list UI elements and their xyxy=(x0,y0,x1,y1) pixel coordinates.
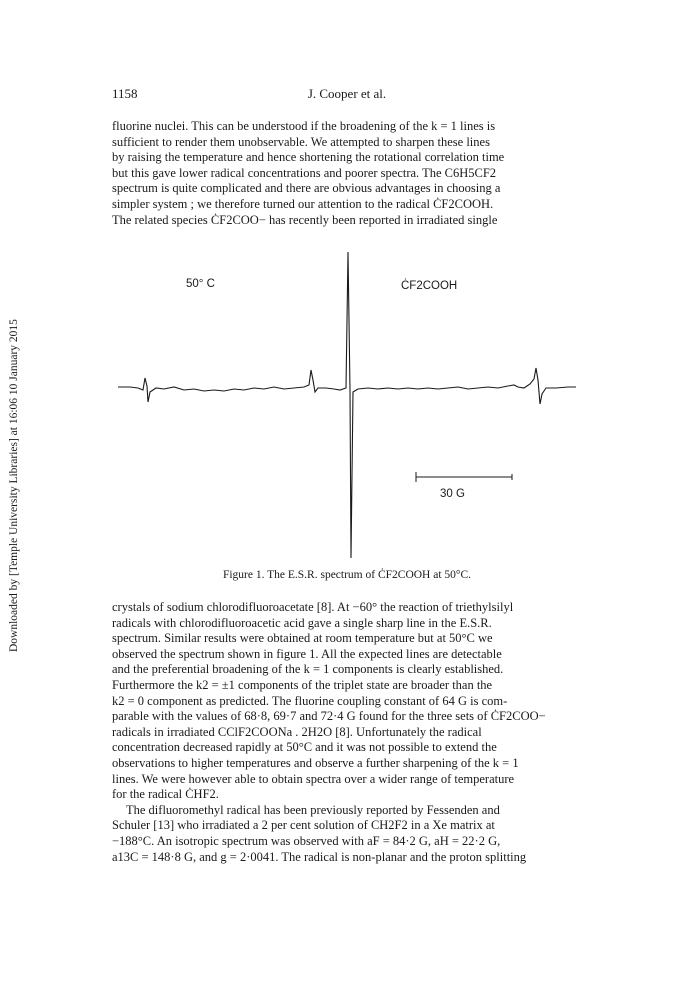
text-line: The difluoromethyl radical has been previously reported by Fessenden and xyxy=(126,802,500,817)
text-line: fluorine nuclei. This can be understood if the broadening of the k = 1 lines is xyxy=(112,119,496,133)
text-line: parable with the values of 68·8, 69·7 and 72·4 G found for the three sets of ĊF2COO− xyxy=(112,709,546,724)
text-line: spectrum. Similar results were obtained at room temperature but at 50°C we xyxy=(112,631,493,646)
scale-label: 30 G xyxy=(440,488,465,500)
text-line: Schuler [13] who irradiated a 2 per cent solution of CH2F2 in a Xe matrix at xyxy=(112,818,495,833)
text-line: −188°C. An isotropic spectrum was observed with aF = 84·2 G, aH = 22·2 G, xyxy=(112,833,501,848)
paragraph-2 xyxy=(112,600,582,865)
page-header xyxy=(112,86,582,104)
text-line: k2 = 0 component as predicted. The fluorine coupling constant of 64 G is com- xyxy=(112,693,508,708)
text-line: lines. We were however able to obtain spectra over a wider range of temperature xyxy=(112,771,515,786)
text-line: The related species ĊF2COO− has recently been reported in irradiated single xyxy=(112,212,498,227)
text-line: crystals of sodium chlorodifluoroacetate [8]. At −60° the reaction of triethylsilyl xyxy=(112,600,514,614)
paragraph-1 xyxy=(112,119,582,228)
text-line: a13C = 148·8 G, and g = 2·0041. The radical is non-planar and the proton splitting xyxy=(112,849,527,864)
text-line: radicals in irradiated CClF2COONa . 2H2O [8]. Unfortunately the radical xyxy=(112,724,482,739)
text-line: but this gave lower radical concentrations and poorer spectra. The C6H5CF2 xyxy=(112,165,497,180)
text-line: and the preferential broadening of the k = 1 components is clearly established. xyxy=(112,662,504,677)
text-line: radicals with chlorodifluoroacetic acid gave a single sharp line in the E.S.R. xyxy=(112,615,492,630)
running-head: J. Cooper et al. xyxy=(307,86,387,101)
radical-label: ĊF2COOH xyxy=(401,280,458,292)
text-line: by raising the temperature and hence shortening the rotational correlation time xyxy=(112,150,505,165)
text-line: Furthermore the k2 = ±1 components of the triplet state are broader than the xyxy=(112,677,493,692)
text-line: sufficient to render them unobservable. We attempted to sharpen these lines xyxy=(112,134,490,149)
figure-caption: Figure 1. The E.S.R. spectrum of ĊF2COOH at 50°C. xyxy=(222,569,472,581)
temperature-label: 50° C xyxy=(186,278,215,290)
text-line: spectrum is quite complicated and there are obvious advantages in choosing a xyxy=(112,181,501,196)
page-number: 1158 xyxy=(112,86,138,101)
text-line: concentration decreased rapidly at 50°C and it was not possible to extend the xyxy=(112,740,497,755)
text-line: for the radical ĊHF2. xyxy=(112,787,219,802)
text-line: observed the spectrum shown in figure 1. All the expected lines are detectable xyxy=(112,646,502,661)
scale-bar xyxy=(416,472,512,482)
figure-1 xyxy=(112,252,582,582)
download-watermark: Downloaded by [Temple University Libraries] at 16:06 10 January 2015 xyxy=(8,319,20,652)
text-line: simpler system ; we therefore turned our attention to the radical ĊF2COOH. xyxy=(112,196,494,211)
spectrum-trace xyxy=(118,252,576,558)
esr-spectrum-plot xyxy=(112,252,582,562)
text-line: observations to higher temperatures and observe a further sharpening of the k = 1 xyxy=(112,755,519,770)
